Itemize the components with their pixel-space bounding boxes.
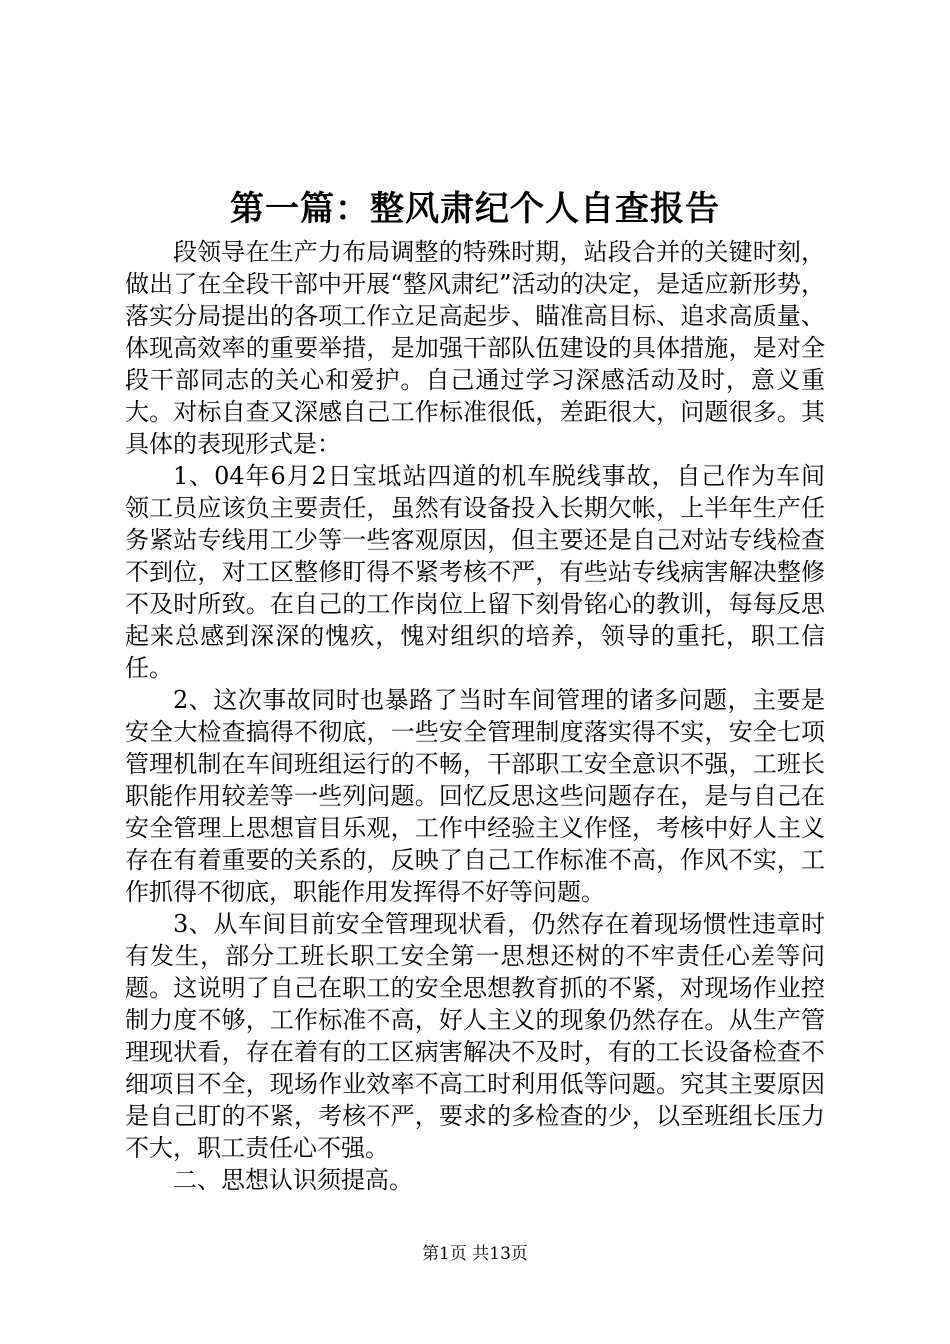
section-heading-2: 二、思想认识须提高。 [173, 1166, 413, 1194]
page-footer: 第1页 共13页 [422, 1244, 528, 1264]
paragraph-item-3: 3、从车间目前安全管理现状看，仍然存在着现场惯性违章时有发生，部分工班长职工安全第一思想还树的不牢责任心差等问题。这说明了自己在职工的安全思想教育抓的不紧，对现场作业控制力度不够，工作标准不高，好人主义的现象仍然存在。从生产管理现状看，存在着有的工区病害解决不及时，有的工长设备检查不细项目不全，现场作业效率不高工时利用低等问题。究其主要原因是自己盯的不紧，考核不严，要求的多检查的少，以至班组长压力不大，职工责任心不强。 [125, 910, 825, 1162]
paragraph-item-2: 2、这次事故同时也暴路了当时车间管理的诸多问题，主要是安全大检查搞得不彻底，一些安全管理制度落实得不实，安全七项管理机制在车间班组运行的不畅，干部职工安全意识不强，工班长职能作用较差等一些列问题。回忆反思这些问题存在，是与自己在安全管理上思想盲目乐观，工作中经验主义作怪，考核中好人主义存在有着重要的关系的，反映了自己工作标准不高，作风不实，工作抓得不彻底，职能作用发挥得不好等问题。 [125, 686, 825, 906]
document-title: 第一篇：整风肃纪个人自查报告 [230, 189, 720, 229]
paragraph-item-1: 1、04年6月2日宝坻站四道的机车脱线事故，自己作为车间领工员应该负主要责任，虽然有设备投入长期欠帐，上半年生产任务紧站专线用工少等一些客观原因，但主要还是自己对站专线检查不到位，对工区整修盯得不紧考核不严，有些站专线病害解决整修不及时所致。在自己的工作岗位上留下刻骨铭心的教训，每每反思起来总感到深深的愧疚，愧对组织的培养，领导的重托，职工信任。 [125, 462, 825, 682]
paragraph-intro: 段领导在生产力布局调整的特殊时期，站段合并的关键时刻，做出了在全段干部中开展“整风肃纪”活动的决定，是适应新形势，落实分局提出的各项工作立足高起步、瞄准高目标、追求高质量、体现高效率的重要举措，是加强干部队伍建设的具体措施，是对全段干部同志的关心和爱护。自己通过学习深感活动及时，意义重大。对标自查又深感自己工作标准很低，差距很大，问题很多。其具体的表现形式是： [125, 238, 825, 458]
document-body [125, 236, 825, 1196]
